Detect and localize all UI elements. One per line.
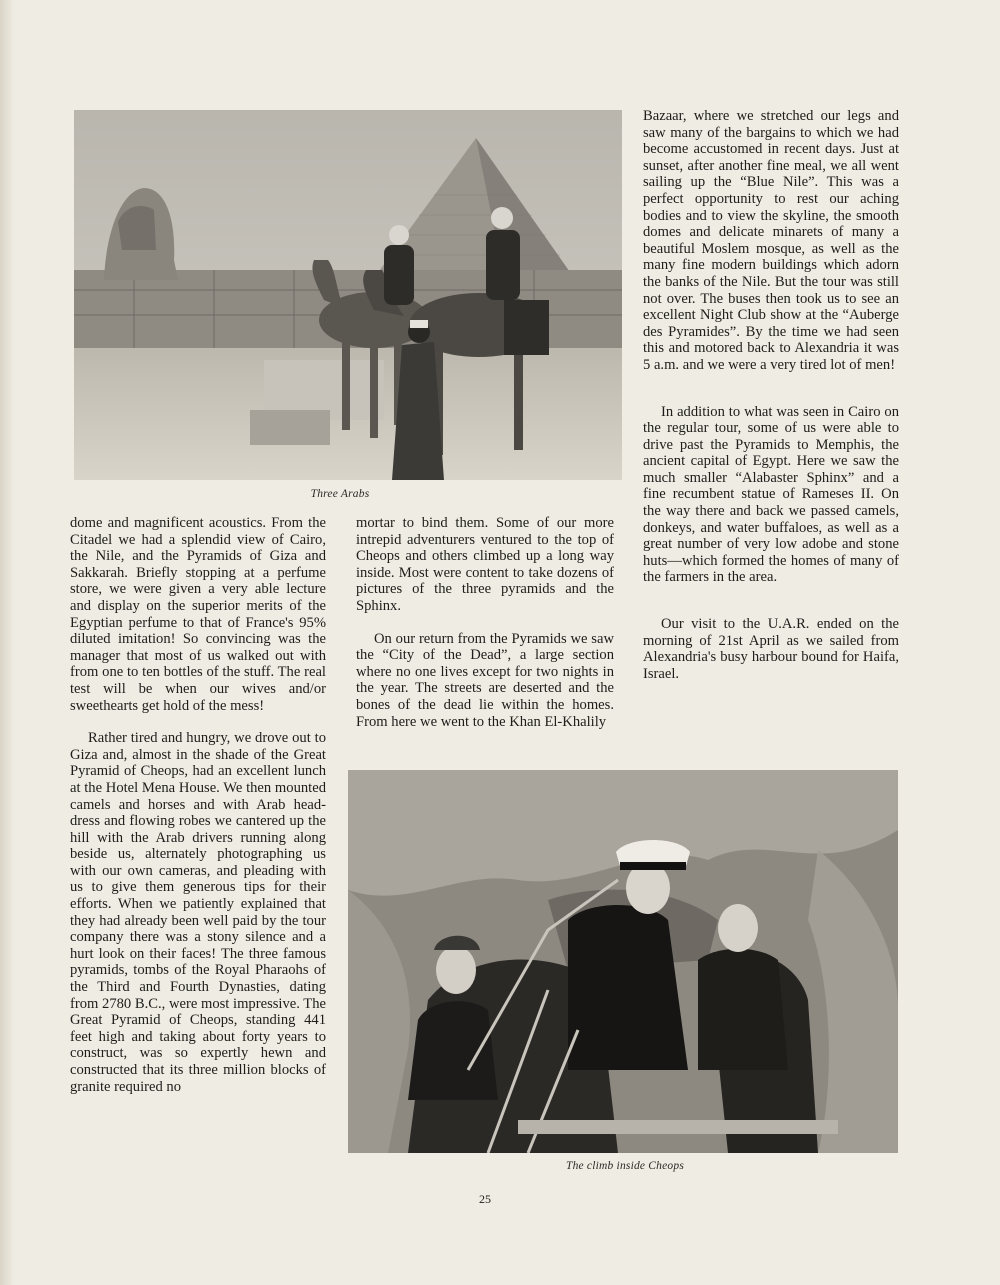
photo-three-arabs [74,110,622,480]
paragraph: Rather tired and hungry, we drove out to Giza and, almost in the shade of the Great Pyramid of Cheops, had an excellent lunch at the Hotel Mena House. We then mounted camels and horses and with Arab head-dress and flowing robes we cantered up the hill with the Arab drivers running along beside us, alternately photographing us with our own cameras, and pleading with us to give them generous tips for their efforts. When we patiently explained that they had already been well paid by the tour company there was a stony silence and a hurt look on their faces! The three famous pyramids, tombs of the Royal Pharaohs of the Third and Fourth Dynasties, dating from 2780 B.C., were most impressive. The Great Pyramid of Cheops, standing 441 feet high and taking about forty years to construct, was so expertly hewn and constructed that its three million blocks of granite required no [70,730,326,1095]
article-column-1 [70,515,326,1095]
paragraph: mortar to bind them. Some of our more intrepid adventurers ventured to the top of Cheops and others climbed up a long way inside. Most were content to take dozens of pictures of the three pyramids and the Sphinx. [356,515,614,614]
page-binding-edge [0,0,14,1285]
page-number: 25 [479,1192,491,1206]
paragraph: On our return from the Pyramids we saw the “City of the Dead”, a large section where no one lives except for two nights in the year. The streets are deserted and the bones of the dead lie within the homes. From here we went to the Khan El-Khalily [356,630,614,730]
paragraph: In addition to what was seen in Cairo on the regular tour, some of us were able to drive past the Pyramids to Memphis, the ancient capital of Egypt. Here we saw the much smaller “Alabaster Sphinx” and a fine recumbent statue of Rameses II. On the way there and back we passed camels, donkeys, and water buffaloes, as well as a great number of very low adobe and stone huts—which formed the homes of many of the farmers in the area. [643,403,899,586]
article-column-2 [356,515,614,730]
sailors-inside-pyramid-illustration [348,770,898,1153]
paragraph: Bazaar, where we stretched our legs and saw many of the bargains to which we had become accustomed in recent days. Just at sunset, after another fine meal, we all went sailing up the “Blue Nile”. This was a perfect opportunity to rest our aching bodies and to view the skyline, the smooth domes and delicate minarets of many a beautiful Moslem mosque, as well as the many fine modern buildings which adorn the banks of the Nile. But the tour was still not over. The buses then took us to see an excellent Night Club show at the “Auberge des Pyramides”. By the time we had seen this and motored back to Alexandria it was 5 a.m. and we were a very tired lot of men! [643,108,899,373]
photo-caption-three-arabs: Three Arabs [310,488,370,500]
photo-climb-inside-cheops [348,770,898,1153]
paragraph: Our visit to the U.A.R. ended on the morning of 21st April as we sailed from Alexandria's busy harbour bound for Haifa, Israel. [643,616,899,682]
paragraph: dome and magnificent acoustics. From the Citadel we had a splendid view of Cairo, the Nile, and the Pyramids of Giza and Sakkarah. Briefly stopping at a perfume store, we were given a very able lecture and display on the superior merits of the Egyptian perfume to that of France's 95% diluted imitation! So convincing was the manager that most of us walked out with from one to ten bottles of the stuff. The real test will be when our wives and/or sweethearts get hold of the mess! [70,515,326,714]
article-column-3 [643,108,899,682]
photo-caption-climb-inside-cheops: The climb inside Cheops [566,1160,684,1172]
sphinx-pyramid-camels-illustration [74,110,622,480]
